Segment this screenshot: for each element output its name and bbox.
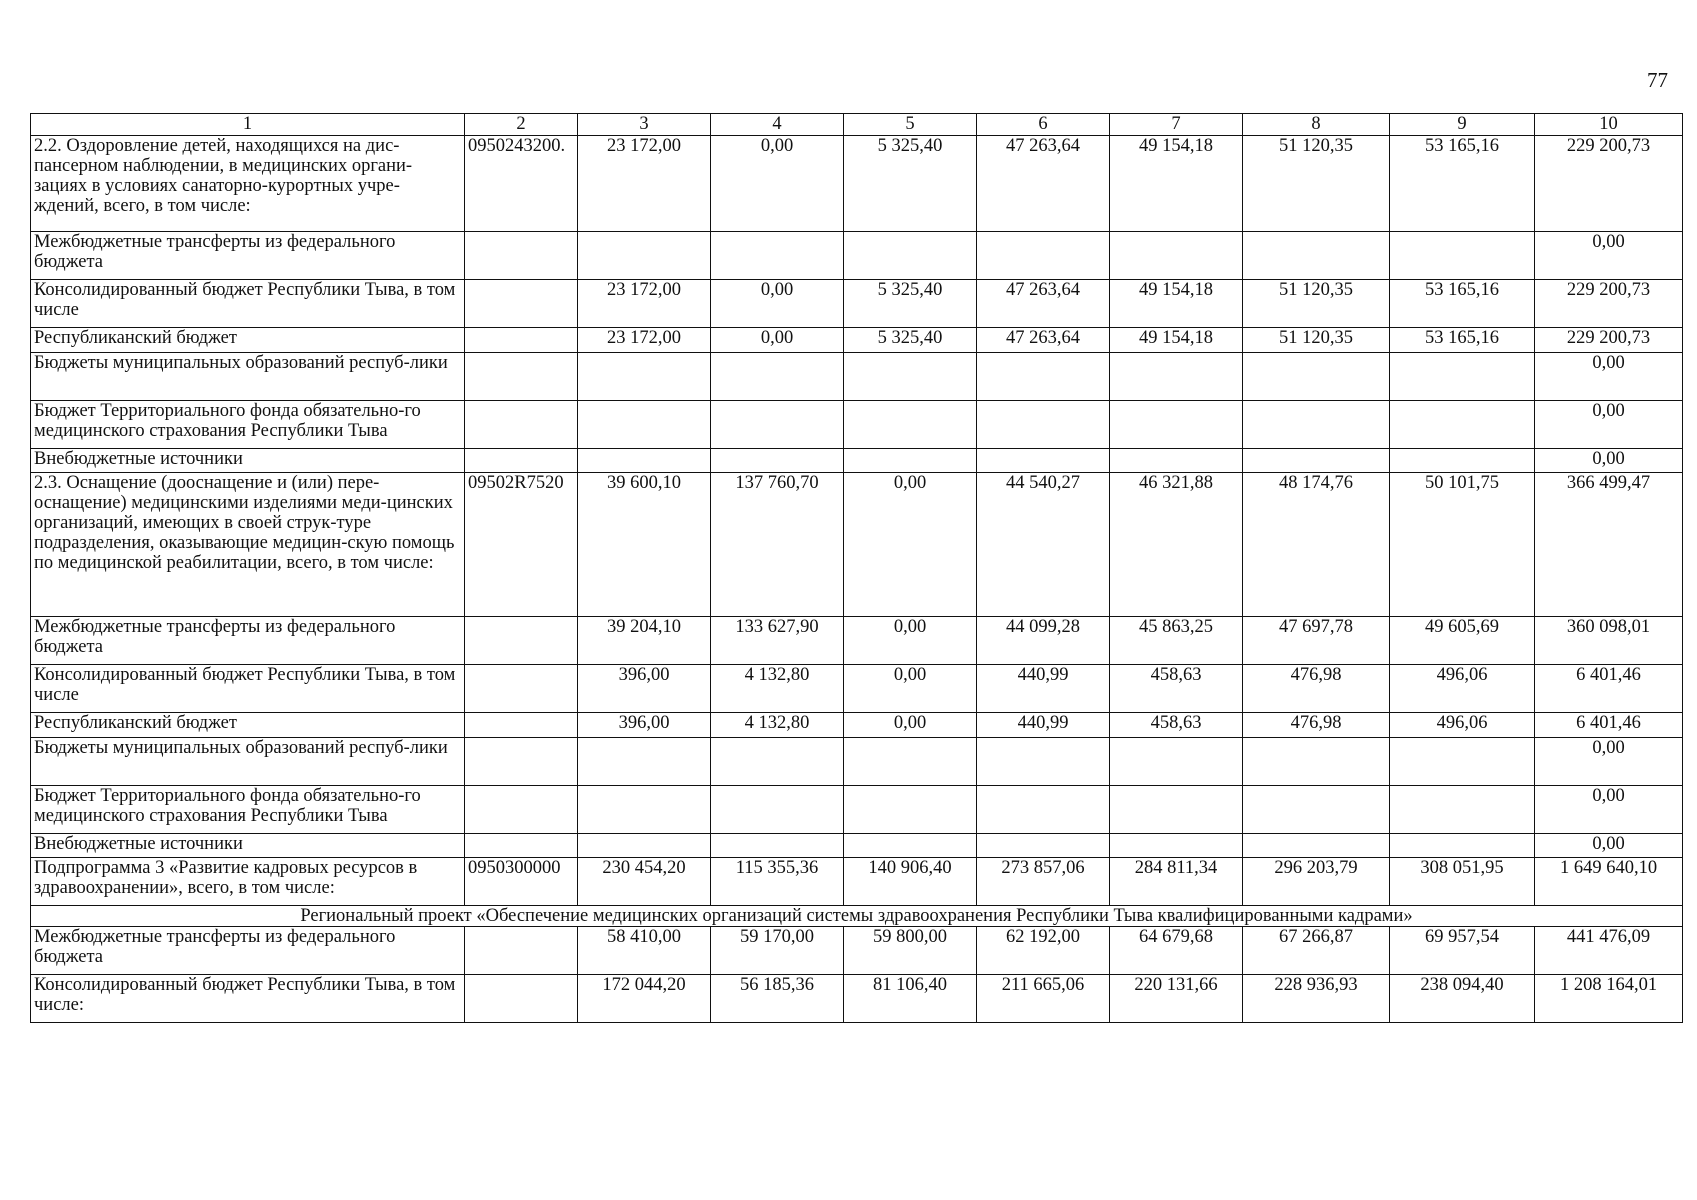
row-code: 09502R7520: [465, 473, 578, 617]
row-total-value: 0,00: [1535, 786, 1683, 834]
row-total-value: 229 200,73: [1535, 328, 1683, 353]
row-total-value: 0,00: [1535, 834, 1683, 858]
row-value: 59 170,00: [711, 927, 844, 975]
row-name: Бюджет Территориального фонда обязательно-го медицинского страхования Республики Тыва: [31, 401, 465, 449]
row-value: 62 192,00: [977, 927, 1110, 975]
row-value: [977, 738, 1110, 786]
row-value: [1390, 738, 1535, 786]
row-value: 284 811,34: [1110, 858, 1243, 906]
table-row: [31, 665, 1683, 713]
row-total-value: 0,00: [1535, 401, 1683, 449]
column-number-header: 8: [1243, 114, 1390, 136]
table-row: [31, 136, 1683, 232]
row-value: [578, 834, 711, 858]
row-value: [1243, 786, 1390, 834]
row-total-value: 229 200,73: [1535, 136, 1683, 232]
row-value: [711, 834, 844, 858]
row-value: [711, 353, 844, 401]
row-code: [465, 328, 578, 353]
row-value: 0,00: [844, 713, 977, 738]
row-value: [1390, 449, 1535, 473]
row-value: 172 044,20: [578, 975, 711, 1023]
row-value: 5 325,40: [844, 328, 977, 353]
table-row: [31, 353, 1683, 401]
row-total-value: 360 098,01: [1535, 617, 1683, 665]
row-name: Внебюджетные источники: [31, 834, 465, 858]
row-code: 0950243200.: [465, 136, 578, 232]
column-number-header: 9: [1390, 114, 1535, 136]
row-value: 53 165,16: [1390, 280, 1535, 328]
row-value: [711, 232, 844, 280]
row-value: 81 106,40: [844, 975, 977, 1023]
row-value: [1390, 786, 1535, 834]
row-value: [977, 232, 1110, 280]
row-value: [578, 232, 711, 280]
row-value: 5 325,40: [844, 280, 977, 328]
row-value: 59 800,00: [844, 927, 977, 975]
table-row: [31, 280, 1683, 328]
row-value: [711, 449, 844, 473]
row-value: [578, 353, 711, 401]
row-total-value: 0,00: [1535, 738, 1683, 786]
row-code: [465, 975, 578, 1023]
row-value: 48 174,76: [1243, 473, 1390, 617]
row-value: 133 627,90: [711, 617, 844, 665]
row-value: 4 132,80: [711, 713, 844, 738]
row-name: Консолидированный бюджет Республики Тыва, в том числе: [31, 665, 465, 713]
row-value: [1243, 401, 1390, 449]
row-total-value: 0,00: [1535, 232, 1683, 280]
row-code: [465, 401, 578, 449]
table-row: [31, 858, 1683, 906]
row-value: [711, 786, 844, 834]
row-code: [465, 232, 578, 280]
table-row: [31, 927, 1683, 975]
row-value: [844, 738, 977, 786]
row-name: Межбюджетные трансферты из федерального бюджета: [31, 617, 465, 665]
row-name: Республиканский бюджет: [31, 713, 465, 738]
row-value: [977, 401, 1110, 449]
row-value: 496,06: [1390, 665, 1535, 713]
row-value: 47 263,64: [977, 136, 1110, 232]
column-number-header: 6: [977, 114, 1110, 136]
page-number: 77: [1647, 68, 1668, 92]
row-value: 476,98: [1243, 713, 1390, 738]
row-value: 440,99: [977, 713, 1110, 738]
table-row: [31, 975, 1683, 1023]
row-name: Межбюджетные трансферты из федерального бюджета: [31, 232, 465, 280]
row-name: Бюджеты муниципальных образований респуб-лики: [31, 738, 465, 786]
column-number-header: 5: [844, 114, 977, 136]
row-value: 56 185,36: [711, 975, 844, 1023]
column-number-header: 7: [1110, 114, 1243, 136]
row-value: 0,00: [711, 280, 844, 328]
column-number-header: 3: [578, 114, 711, 136]
row-value: [977, 353, 1110, 401]
row-value: 23 172,00: [578, 136, 711, 232]
row-value: [1110, 449, 1243, 473]
row-value: 39 600,10: [578, 473, 711, 617]
row-value: 228 936,93: [1243, 975, 1390, 1023]
row-value: [1110, 401, 1243, 449]
row-value: [977, 834, 1110, 858]
row-name: 2.2. Оздоровление детей, находящихся на дис-пансерном наблюдении, в медицинских органи-зациях в условиях санаторно-курортных учре-ждений, всего, в том числе:: [31, 136, 465, 232]
row-code: [465, 449, 578, 473]
row-value: 0,00: [711, 328, 844, 353]
budget-table: [30, 113, 1683, 1023]
row-value: [1390, 353, 1535, 401]
regional-project-title: Региональный проект «Обеспечение медицинских организаций системы здравоохранения Республики Тыва квалифицированными кадрами»: [31, 906, 1683, 927]
row-value: 44 540,27: [977, 473, 1110, 617]
row-value: 49 154,18: [1110, 280, 1243, 328]
row-value: [1243, 834, 1390, 858]
row-value: 308 051,95: [1390, 858, 1535, 906]
row-value: [844, 232, 977, 280]
row-value: 67 266,87: [1243, 927, 1390, 975]
row-value: [1390, 232, 1535, 280]
row-value: 58 410,00: [578, 927, 711, 975]
row-total-value: 366 499,47: [1535, 473, 1683, 617]
row-code: [465, 665, 578, 713]
row-value: [578, 401, 711, 449]
row-value: 51 120,35: [1243, 328, 1390, 353]
row-value: 53 165,16: [1390, 136, 1535, 232]
row-total-value: 229 200,73: [1535, 280, 1683, 328]
row-value: 5 325,40: [844, 136, 977, 232]
table-row: [31, 834, 1683, 858]
row-value: [1110, 786, 1243, 834]
row-code: [465, 713, 578, 738]
row-value: 45 863,25: [1110, 617, 1243, 665]
row-value: 4 132,80: [711, 665, 844, 713]
row-value: 23 172,00: [578, 280, 711, 328]
table-row: [31, 473, 1683, 617]
row-code: [465, 927, 578, 975]
row-total-value: 0,00: [1535, 353, 1683, 401]
row-value: [844, 786, 977, 834]
row-value: [1110, 834, 1243, 858]
row-total-value: 1 208 164,01: [1535, 975, 1683, 1023]
table-row: [31, 401, 1683, 449]
row-code: [465, 834, 578, 858]
row-value: [844, 353, 977, 401]
row-code: [465, 353, 578, 401]
column-number-header: 2: [465, 114, 578, 136]
row-value: 64 679,68: [1110, 927, 1243, 975]
row-value: 51 120,35: [1243, 280, 1390, 328]
row-value: 220 131,66: [1110, 975, 1243, 1023]
row-value: 49 605,69: [1390, 617, 1535, 665]
row-value: 47 697,78: [1243, 617, 1390, 665]
row-value: [1243, 449, 1390, 473]
row-value: 137 760,70: [711, 473, 844, 617]
row-name: Бюджет Территориального фонда обязательно-го медицинского страхования Республики Тыва: [31, 786, 465, 834]
row-value: 69 957,54: [1390, 927, 1535, 975]
row-code: [465, 738, 578, 786]
row-name: Консолидированный бюджет Республики Тыва, в том числе:: [31, 975, 465, 1023]
row-value: 458,63: [1110, 665, 1243, 713]
row-name: Республиканский бюджет: [31, 328, 465, 353]
row-code: 0950300000: [465, 858, 578, 906]
row-value: 39 204,10: [578, 617, 711, 665]
row-name: Бюджеты муниципальных образований респуб-лики: [31, 353, 465, 401]
row-name: Подпрограмма 3 «Развитие кадровых ресурсов в здравоохранении», всего, в том числе:: [31, 858, 465, 906]
row-value: 44 099,28: [977, 617, 1110, 665]
row-value: [1243, 232, 1390, 280]
row-code: [465, 280, 578, 328]
row-total-value: 6 401,46: [1535, 713, 1683, 738]
row-name: Внебюджетные источники: [31, 449, 465, 473]
regional-project-row: [31, 906, 1683, 927]
row-value: [1110, 232, 1243, 280]
row-total-value: 1 649 640,10: [1535, 858, 1683, 906]
row-name: Консолидированный бюджет Республики Тыва, в том числе: [31, 280, 465, 328]
row-name: Межбюджетные трансферты из федерального бюджета: [31, 927, 465, 975]
row-value: [844, 834, 977, 858]
row-value: 396,00: [578, 713, 711, 738]
row-value: 0,00: [844, 473, 977, 617]
row-total-value: 6 401,46: [1535, 665, 1683, 713]
row-value: [977, 786, 1110, 834]
table-row: [31, 617, 1683, 665]
row-value: [1110, 738, 1243, 786]
row-value: [1243, 353, 1390, 401]
row-name: 2.3. Оснащение (дооснащение и (или) пере-оснащение) медицинскими изделиями меди-цинских организаций, имеющих в своей струк-туре подразделения, оказывающие медицин-скую помощь по медицинской реабилитации, всего, в том числе:: [31, 473, 465, 617]
row-value: 0,00: [711, 136, 844, 232]
row-value: 53 165,16: [1390, 328, 1535, 353]
row-value: 273 857,06: [977, 858, 1110, 906]
table-row: [31, 232, 1683, 280]
column-number-header: 4: [711, 114, 844, 136]
row-value: 496,06: [1390, 713, 1535, 738]
row-value: 47 263,64: [977, 328, 1110, 353]
table-row: [31, 713, 1683, 738]
row-value: [977, 449, 1110, 473]
table-row: [31, 328, 1683, 353]
column-number-header: 10: [1535, 114, 1683, 136]
row-value: 51 120,35: [1243, 136, 1390, 232]
row-value: 396,00: [578, 665, 711, 713]
column-number-row: [31, 114, 1683, 136]
row-value: 140 906,40: [844, 858, 977, 906]
row-value: 49 154,18: [1110, 328, 1243, 353]
row-value: [1390, 401, 1535, 449]
row-code: [465, 786, 578, 834]
row-value: 47 263,64: [977, 280, 1110, 328]
row-value: 23 172,00: [578, 328, 711, 353]
row-total-value: 0,00: [1535, 449, 1683, 473]
row-value: 0,00: [844, 665, 977, 713]
row-value: 211 665,06: [977, 975, 1110, 1023]
row-value: 0,00: [844, 617, 977, 665]
row-value: [711, 401, 844, 449]
column-number-header: 1: [31, 114, 465, 136]
row-value: 115 355,36: [711, 858, 844, 906]
row-value: [1243, 738, 1390, 786]
row-value: 476,98: [1243, 665, 1390, 713]
row-total-value: 441 476,09: [1535, 927, 1683, 975]
row-value: 458,63: [1110, 713, 1243, 738]
row-value: [844, 401, 977, 449]
row-value: [578, 738, 711, 786]
row-value: [578, 786, 711, 834]
row-value: 238 094,40: [1390, 975, 1535, 1023]
row-value: 296 203,79: [1243, 858, 1390, 906]
row-value: 50 101,75: [1390, 473, 1535, 617]
row-value: 230 454,20: [578, 858, 711, 906]
row-value: [578, 449, 711, 473]
row-value: [1390, 834, 1535, 858]
row-value: 46 321,88: [1110, 473, 1243, 617]
table-row: [31, 738, 1683, 786]
row-value: [1110, 353, 1243, 401]
row-value: 49 154,18: [1110, 136, 1243, 232]
row-value: 440,99: [977, 665, 1110, 713]
row-value: [711, 738, 844, 786]
row-code: [465, 617, 578, 665]
table-row: [31, 449, 1683, 473]
table-row: [31, 786, 1683, 834]
row-value: [844, 449, 977, 473]
